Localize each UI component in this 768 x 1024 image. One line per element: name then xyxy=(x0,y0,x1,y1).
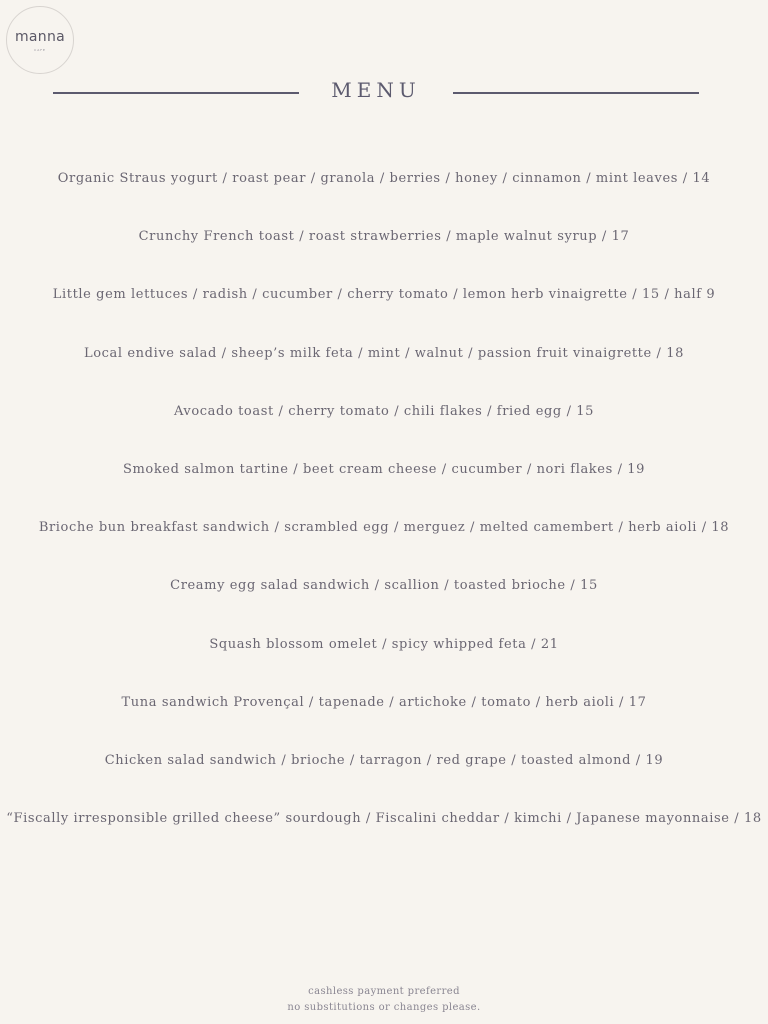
menu-header xyxy=(53,78,698,108)
menu-item: “Fiscally irresponsible grilled cheese” sourdough / Fiscalini cheddar / kimchi / Japanese mayonnaise / 18 xyxy=(6,811,762,827)
page-title: MENU xyxy=(331,78,421,102)
menu-item: Crunchy French toast / roast strawberries / maple walnut syrup / 17 xyxy=(138,229,630,245)
header-divider-right xyxy=(453,92,699,94)
menu-list xyxy=(0,168,768,866)
header-divider-left xyxy=(53,92,299,94)
footer-substitution-note: no substitutions or changes please. xyxy=(287,1002,481,1013)
menu-item: Little gem lettuces / radish / cucumber / cherry tomato / lemon herb vinaigrette / 15 / half 9 xyxy=(52,287,716,303)
menu-item: Smoked salmon tartine / beet cream cheese / cucumber / nori flakes / 19 xyxy=(122,461,646,477)
logo-wordmark: manna xyxy=(14,29,66,45)
menu-item: Avocado toast / cherry tomato / chili flakes / fried egg / 15 xyxy=(173,403,595,419)
menu-item: Creamy egg salad sandwich / scallion / toasted brioche / 15 xyxy=(170,578,598,594)
footer-payment-note: cashless payment preferred xyxy=(308,986,460,997)
menu-item: Tuna sandwich Provençal / tapenade / artichoke / tomato / herb aioli / 17 xyxy=(121,694,647,710)
menu-item: Chicken salad sandwich / brioche / tarragon / red grape / toasted almond / 19 xyxy=(104,752,664,768)
manna-logo xyxy=(6,6,74,74)
menu-item: Organic Straus yogurt / roast pear / granola / berries / honey / cinnamon / mint leaves / 14 xyxy=(57,171,711,186)
logo-subtext: CAFE xyxy=(34,48,46,52)
menu-item: Squash blossom omelet / spicy whipped feta / 21 xyxy=(209,636,559,652)
menu-footer xyxy=(0,984,768,1016)
menu-item: Brioche bun breakfast sandwich / scrambled egg / merguez / melted camembert / herb aioli / 18 xyxy=(38,520,730,536)
menu-item: Local endive salad / sheep’s milk feta / mint / walnut / passion fruit vinaigrette / 18 xyxy=(84,345,684,361)
